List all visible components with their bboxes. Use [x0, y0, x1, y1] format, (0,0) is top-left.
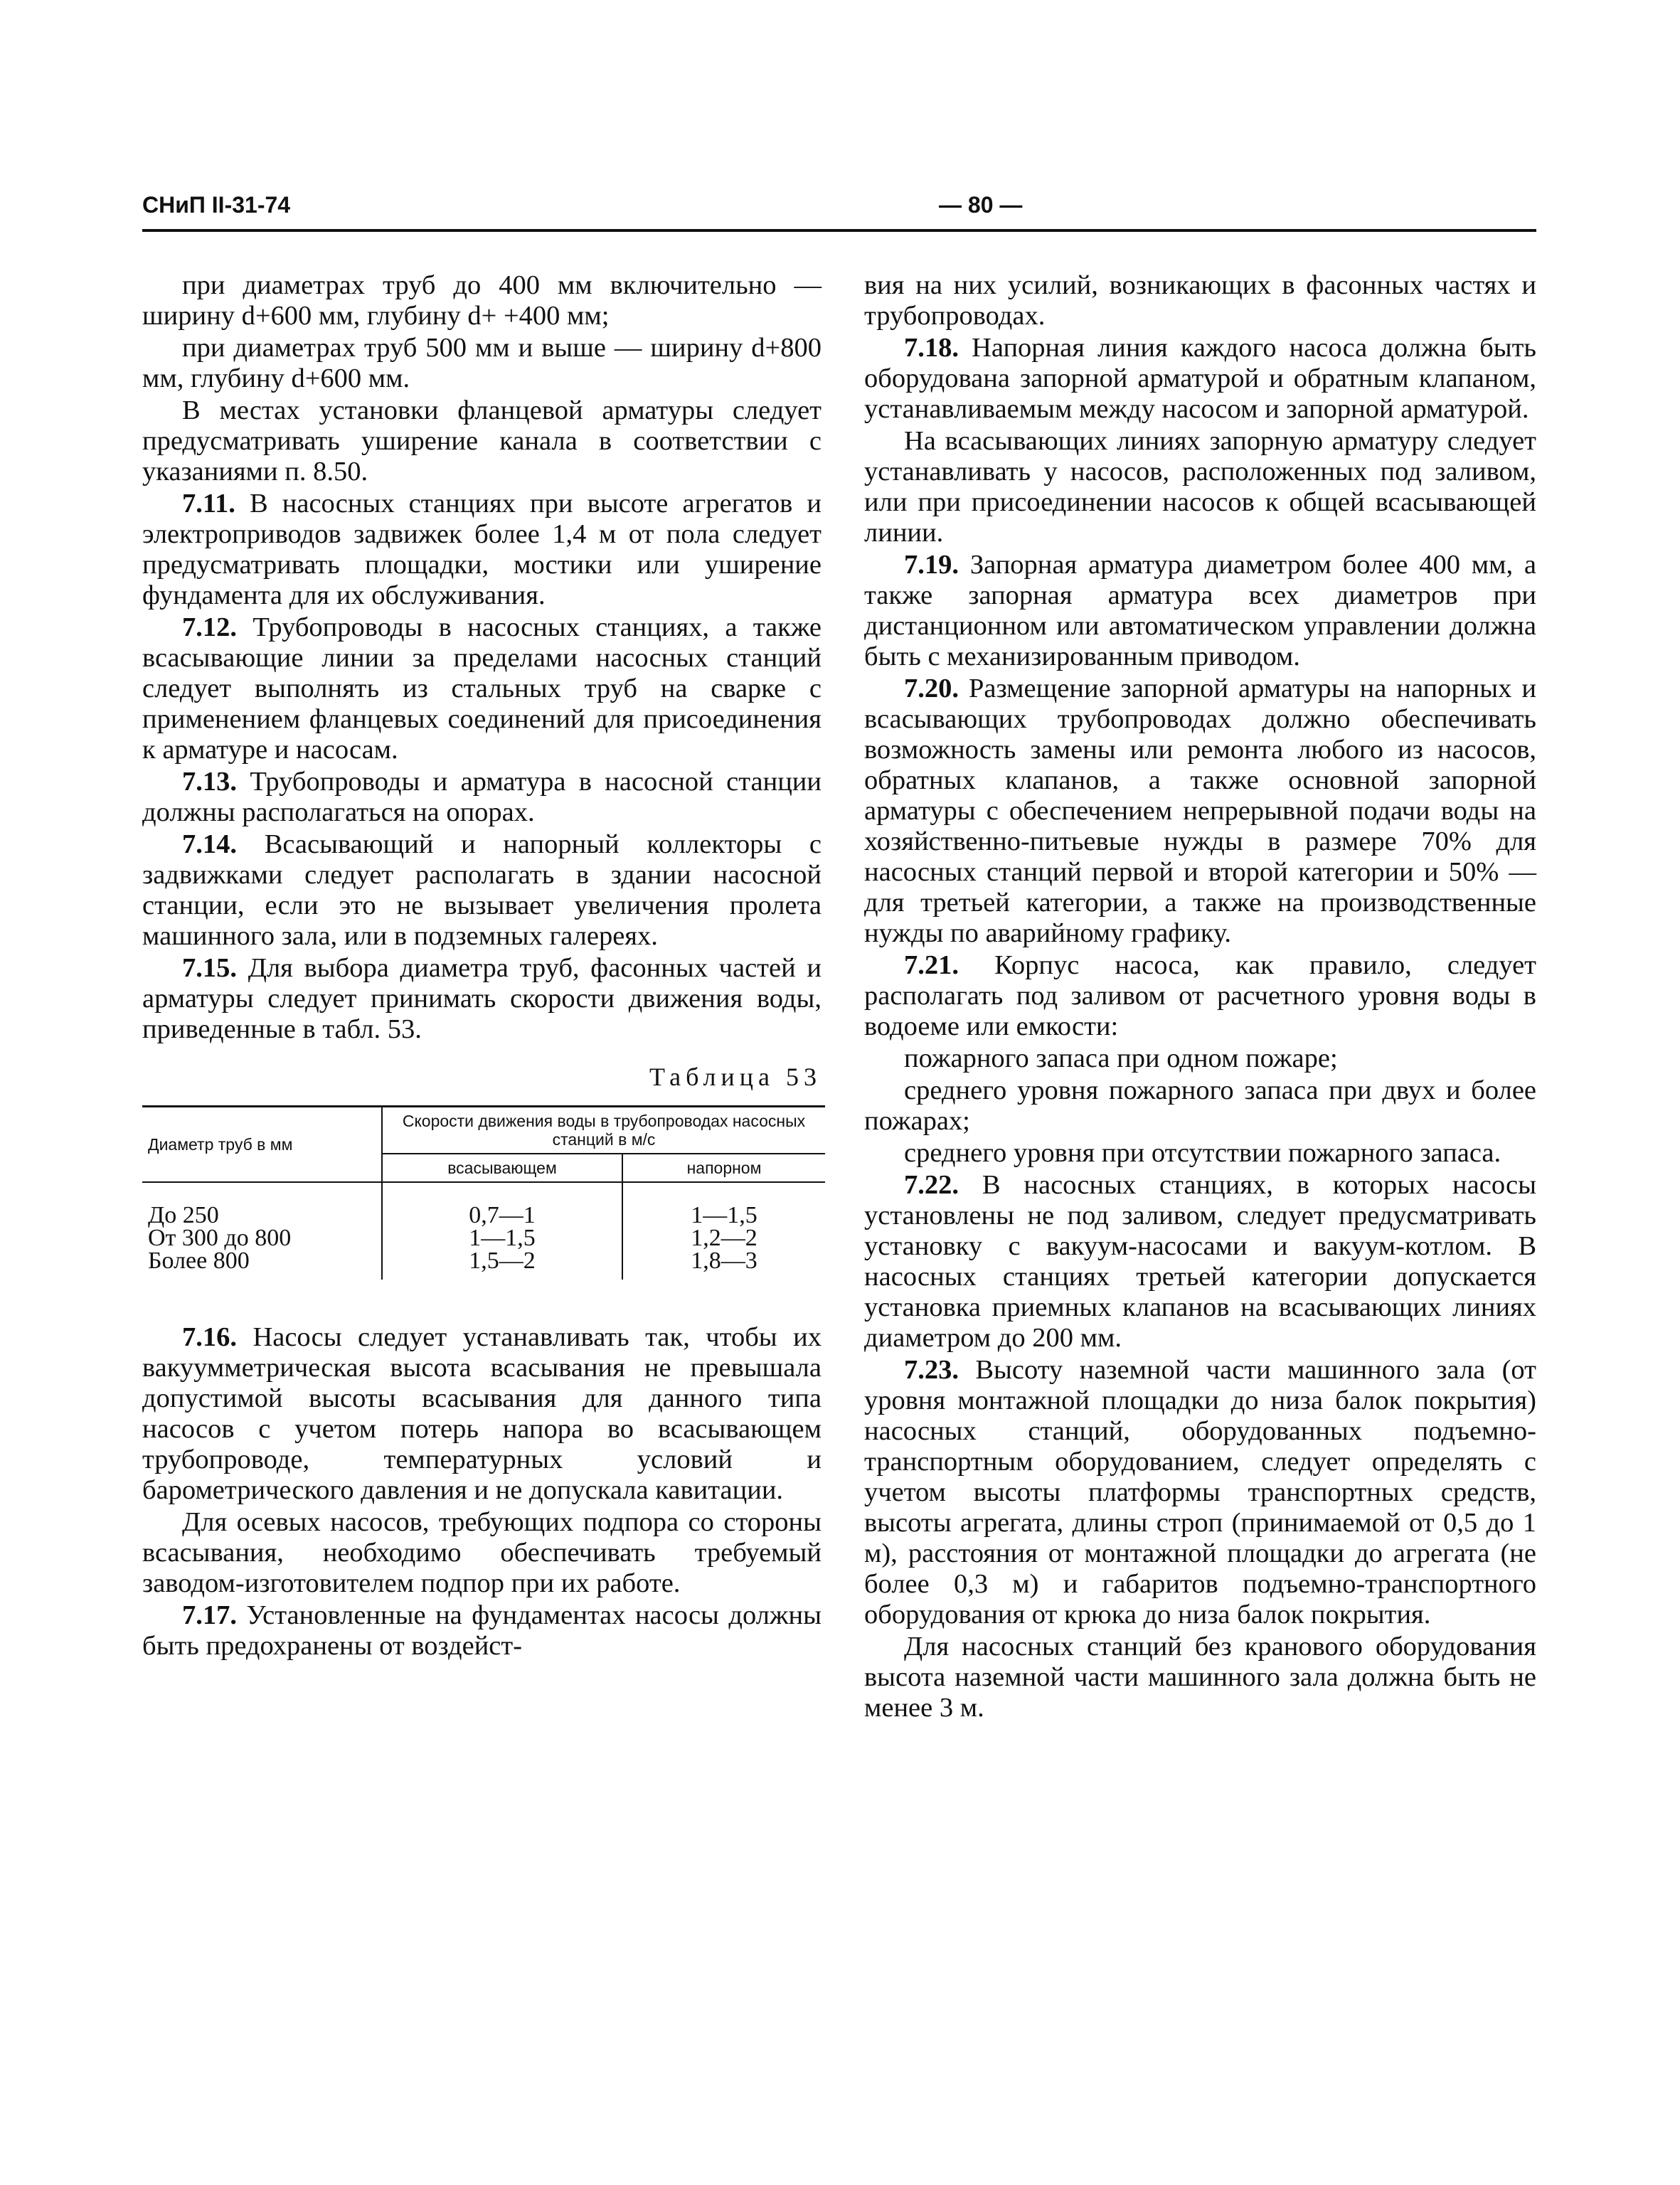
paragraph-text: Для насосных станций без кранового оборудования высота наземной части машинного зала должна быть не менее 3 м.: [864, 1632, 1536, 1723]
clause-number: 7.21.: [904, 950, 959, 980]
table-cell-diameter-3: Более 800: [148, 1248, 250, 1274]
table-cell-suction-3: 1,5—2: [469, 1248, 536, 1274]
table-header-diameter: Диаметр труб в мм: [142, 1107, 382, 1183]
paragraph: [864, 426, 1536, 548]
paragraph: [864, 674, 1536, 949]
clause-number: 7.20.: [904, 674, 959, 703]
paragraph-text: Корпус насоса, как правило, следует располагать под заливом от расчетного уровня воды в водоеме или емкости:: [864, 950, 1536, 1041]
paragraph-text: Насосы следует устанавливать так, чтобы их вакуумметрическая высота всасывания не превышала допустимой высоты всасывания для данного типа насосов с учетом потерь напора во всасывающем трубопроводе, температурных условий и барометрического давления и не допускала кавитации.: [142, 1322, 822, 1505]
clause-number: 7.22.: [904, 1170, 959, 1200]
page-number: — 80 —: [939, 192, 1023, 218]
table-cell-suction-2: 1—1,5: [469, 1225, 536, 1251]
paragraph: [864, 333, 1536, 425]
table-cell-diameter: [142, 1182, 382, 1280]
paragraph: [864, 550, 1536, 672]
left-column-text: [142, 270, 822, 1045]
paragraph-text: при диаметрах труб 500 мм и выше — ширину d+800 мм, глубину d+600 мм.: [142, 333, 822, 393]
paragraph: [864, 1075, 1536, 1137]
clause-number: 7.17.: [182, 1600, 237, 1630]
paragraph-text: Запорная арматура диаметром более 400 мм, а также запорная арматура всех диаметров при дистанционном или автоматическом управлении должна быть с механизированным приводом.: [864, 550, 1537, 671]
paragraph: [864, 1632, 1536, 1723]
paragraph-text: Для осевых насосов, требующих подпора со стороны всасывания, необходимо обеспечивать требуемый заводом-изготовителем подпор при их работе.: [142, 1507, 822, 1598]
paragraph-text: На всасывающих линиях запорную арматуру следует устанавливать у насосов, расположенных под заливом, или при присоединении насосов к общей всасывающей линии.: [864, 426, 1536, 548]
table-cell-pressure-1: 1—1,5: [691, 1202, 757, 1228]
table-cell-suction-1: 0,7—1: [469, 1202, 536, 1228]
paragraph-text: Установленные на фундаментах насосы должны быть предохранены от воздейст-: [142, 1600, 822, 1661]
paragraph: [142, 489, 822, 611]
table-cell-pressure: [622, 1182, 825, 1280]
paragraph-text: Напорная линия каждого насоса должна быть оборудована запорной арматурой и обратным клапаном, устанавливаемым между насосом и запорной арматурой.: [864, 333, 1536, 424]
table-header-pressure: напорном: [622, 1154, 825, 1182]
paragraph-text: Размещение запорной арматуры на напорных и всасывающих трубопроводах должно обеспечивать возможность замены или ремонта любого из насосов, обратных клапанов, а также основной запорной арматуры с обеспечением непрерывной подачи воды на хозяйственно-питьевые нужды в размере 70% для насосных станций первой и второй категории и 50% — для третьей категории, а также на производственные нужды по аварийному графику.: [864, 674, 1536, 948]
paragraph-text: пожарного запаса при одном пожаре;: [904, 1043, 1338, 1073]
table-cell-pressure-2: 1,2—2: [691, 1225, 757, 1251]
right-column-text: [864, 270, 1536, 1723]
paragraph-text: В насосных станциях при высоте агрегатов и электроприводов задвижек более 1,4 м от пола следует предусматривать площадки, мостики или уширение фундамента для их обслуживания.: [142, 489, 822, 610]
paragraph: [142, 1507, 822, 1599]
right-column: [864, 270, 1536, 1725]
header-rule: [142, 229, 1536, 232]
velocity-table: [142, 1105, 825, 1280]
table-header-suction: всасывающем: [382, 1154, 622, 1182]
clause-number: 7.19.: [904, 550, 959, 580]
clause-number: 7.23.: [904, 1355, 959, 1385]
paragraph: [142, 1322, 822, 1506]
clause-number: 7.16.: [182, 1322, 237, 1352]
table-caption: Таблица 53: [649, 1063, 822, 1091]
clause-number: 7.18.: [904, 333, 959, 363]
paragraph: [142, 767, 822, 828]
left-column: [142, 270, 822, 1663]
clause-number: 7.13.: [182, 767, 237, 797]
paragraph: [142, 829, 822, 952]
paragraph-text: В местах установки фланцевой арматуры следует предусматривать уширение канала в соответствии с указаниями п. 8.50.: [142, 395, 822, 487]
paragraph-text: Для выбора диаметра труб, фасонных частей и арматуры следует принимать скорости движения воды, приведенные в табл. 53.: [142, 953, 822, 1044]
paragraph: [864, 1043, 1536, 1074]
paragraph-text: среднего уровня при отсутствии пожарного запаса.: [904, 1138, 1501, 1168]
paragraph: [142, 1600, 822, 1662]
clause-number: 7.14.: [182, 829, 237, 859]
paragraph-text: вия на них усилий, возникающих в фасонных частях и трубопроводах.: [864, 270, 1536, 331]
table-cell-diameter-1: До 250: [148, 1202, 219, 1228]
paragraph: [864, 1170, 1536, 1354]
table-cell-diameter-2: От 300 до 800: [148, 1225, 292, 1251]
clause-number: 7.11.: [182, 489, 235, 519]
table-row: [142, 1182, 825, 1280]
paragraph: [142, 270, 822, 331]
paragraph-text: Трубопроводы и арматура в насосной станции должны располагаться на опорах.: [142, 767, 822, 827]
table-cell-pressure-3: 1,8—3: [691, 1248, 757, 1274]
paragraph-text: среднего уровня пожарного запаса при двух и более пожарах;: [864, 1075, 1536, 1136]
document-code: СНиП II-31-74: [142, 192, 291, 218]
paragraph-text: В насосных станциях, в которых насосы установлены не под заливом, следует предусматривать установку с вакуум-насосами и вакуум-котлом. В насосных станциях третьей категории допускается установка приемных клапанов на всасывающих линиях диаметром до 200 мм.: [864, 1170, 1536, 1353]
paragraph: [142, 395, 822, 487]
paragraph-text: Высоту наземной части машинного зала (от уровня монтажной площадки до низа балок покрытия) насосных станций, оборудованных подъемно-транспортным оборудованием, следует определять с учетом высоты платформы транспортных средств, высоты агрегата, длины строп (принимаемой от 0,5 до 1 м), расстояния от монтажной площадки до агрегата (не более 0,3 м) и габаритов подъемно-транспортного оборудования от крюка до низа балок покрытия.: [864, 1355, 1536, 1630]
paragraph-text: Всасывающий и напорный коллекторы с задвижками следует располагать в здании насосной станции, если это не вызывает увеличения пролета машинного зала, или в подземных галереях.: [142, 829, 822, 951]
paragraph: [864, 950, 1536, 1042]
paragraph: [864, 1355, 1536, 1630]
page-header: [142, 192, 1536, 228]
paragraph: [142, 612, 822, 765]
table-cell-suction: [382, 1182, 622, 1280]
paragraph: [142, 953, 822, 1045]
left-column-text-after-table: [142, 1322, 822, 1662]
paragraph: [142, 333, 822, 394]
paragraph-text: Трубопроводы в насосных станциях, а также всасывающие линии за пределами насосных станций следует выполнять из стальных труб на сварке с применением фланцевых соединений для присоединения к арматуре и насосам.: [142, 612, 822, 765]
clause-number: 7.12.: [182, 612, 237, 642]
table-header-velocity: Скорости движения воды в трубопроводах насосных станций в м/с: [382, 1107, 825, 1154]
paragraph: [864, 1138, 1536, 1169]
clause-number: 7.15.: [182, 953, 237, 983]
paragraph-text: при диаметрах труб до 400 мм включительно — ширину d+600 мм, глубину d+ +400 мм;: [142, 270, 822, 331]
paragraph: [864, 270, 1536, 331]
